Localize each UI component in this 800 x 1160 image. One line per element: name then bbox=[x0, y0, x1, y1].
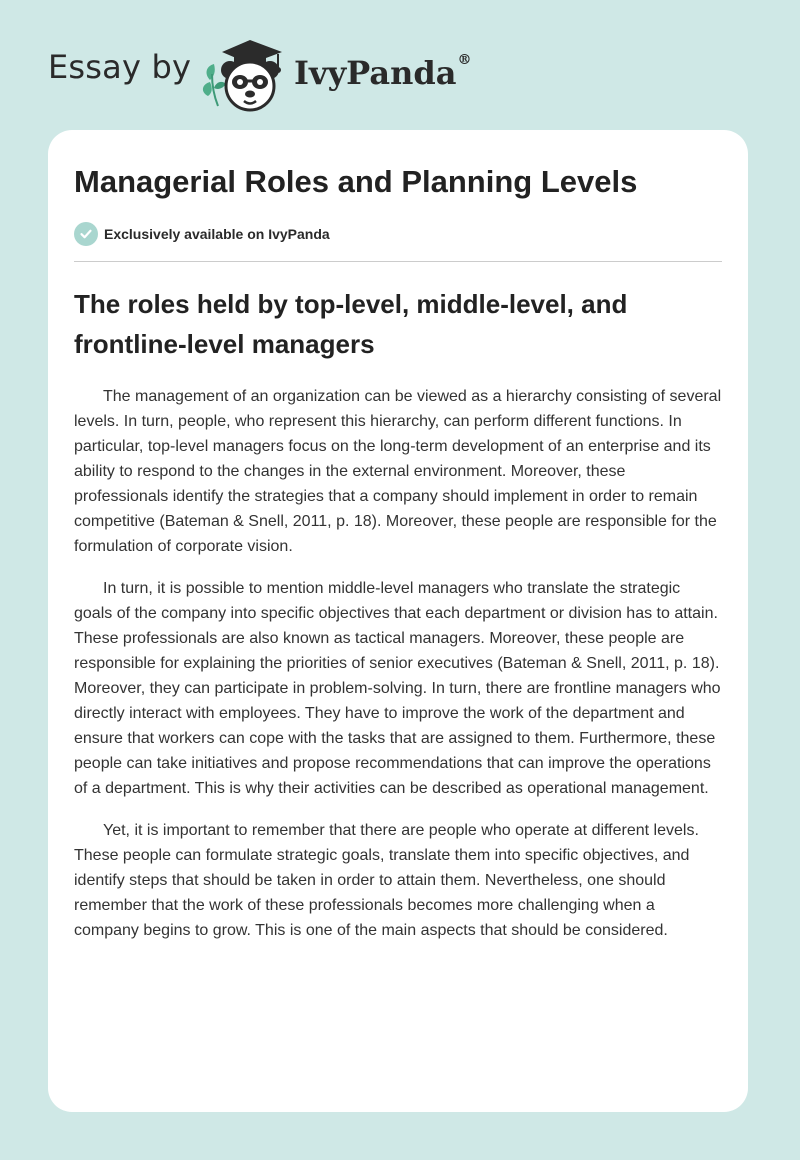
brand-name-text: IvyPanda bbox=[294, 54, 457, 92]
site-header bbox=[0, 0, 800, 130]
title-divider bbox=[74, 261, 722, 262]
exclusive-badge bbox=[74, 222, 330, 246]
paragraph-3: Yet, it is important to remember that there are people who operate at different levels. These people can formulate strategic goals, translate them into specific objectives, and identify steps that should be taken in order to attain them. Nevertheless, one should remember that the work of these professionals becomes more challenging when a company begins to grow. This is one of the main aspects that should be considered. bbox=[74, 822, 699, 939]
section-heading: The roles held by top-level, middle-level, and frontline-level managers bbox=[74, 289, 628, 359]
article-title: Managerial Roles and Planning Levels bbox=[74, 164, 638, 199]
paragraph-2: In turn, it is possible to mention middle-level managers who translate the strategic goals of the company into specific objectives that each department or division has to attain. These professionals are also known as tactical managers. Moreover, these people are responsible for explaining the priorities of senior executives (Bateman & Snell, 2011, p. 18). Moreover, they can participate in problem-solving. In turn, there are frontline managers who directly interact with employees. They have to improve the work of the department and ensure that workers can cope with the tasks that are assigned to them. Furthermore, these people can take initiatives and propose recommendations that can improve the operations of a department. This is why their activities can be described as operational management. bbox=[74, 580, 721, 797]
ivypanda-logo[interactable] bbox=[200, 34, 296, 114]
article-card bbox=[48, 130, 748, 1112]
check-icon bbox=[74, 222, 98, 246]
essay-by-label: Essay by bbox=[48, 48, 192, 86]
brand-name[interactable] bbox=[294, 54, 471, 92]
paragraph-1: The management of an organization can be viewed as a hierarchy consisting of several levels. In turn, people, who represent this hierarchy, can perform different functions. In particular, top-level managers focus on the long-term development of an enterprise and its ability to respond to the changes in the external environment. Moreover, these professionals identify the strategies that a company should implement in order to remain competitive (Bateman & Snell, 2011, p. 18). Moreover, these people are responsible for the formulation of corporate vision. bbox=[74, 388, 722, 555]
badge-text: Exclusively available on IvyPanda bbox=[104, 226, 330, 242]
article-body bbox=[74, 384, 722, 960]
registered-mark: ® bbox=[457, 52, 472, 68]
